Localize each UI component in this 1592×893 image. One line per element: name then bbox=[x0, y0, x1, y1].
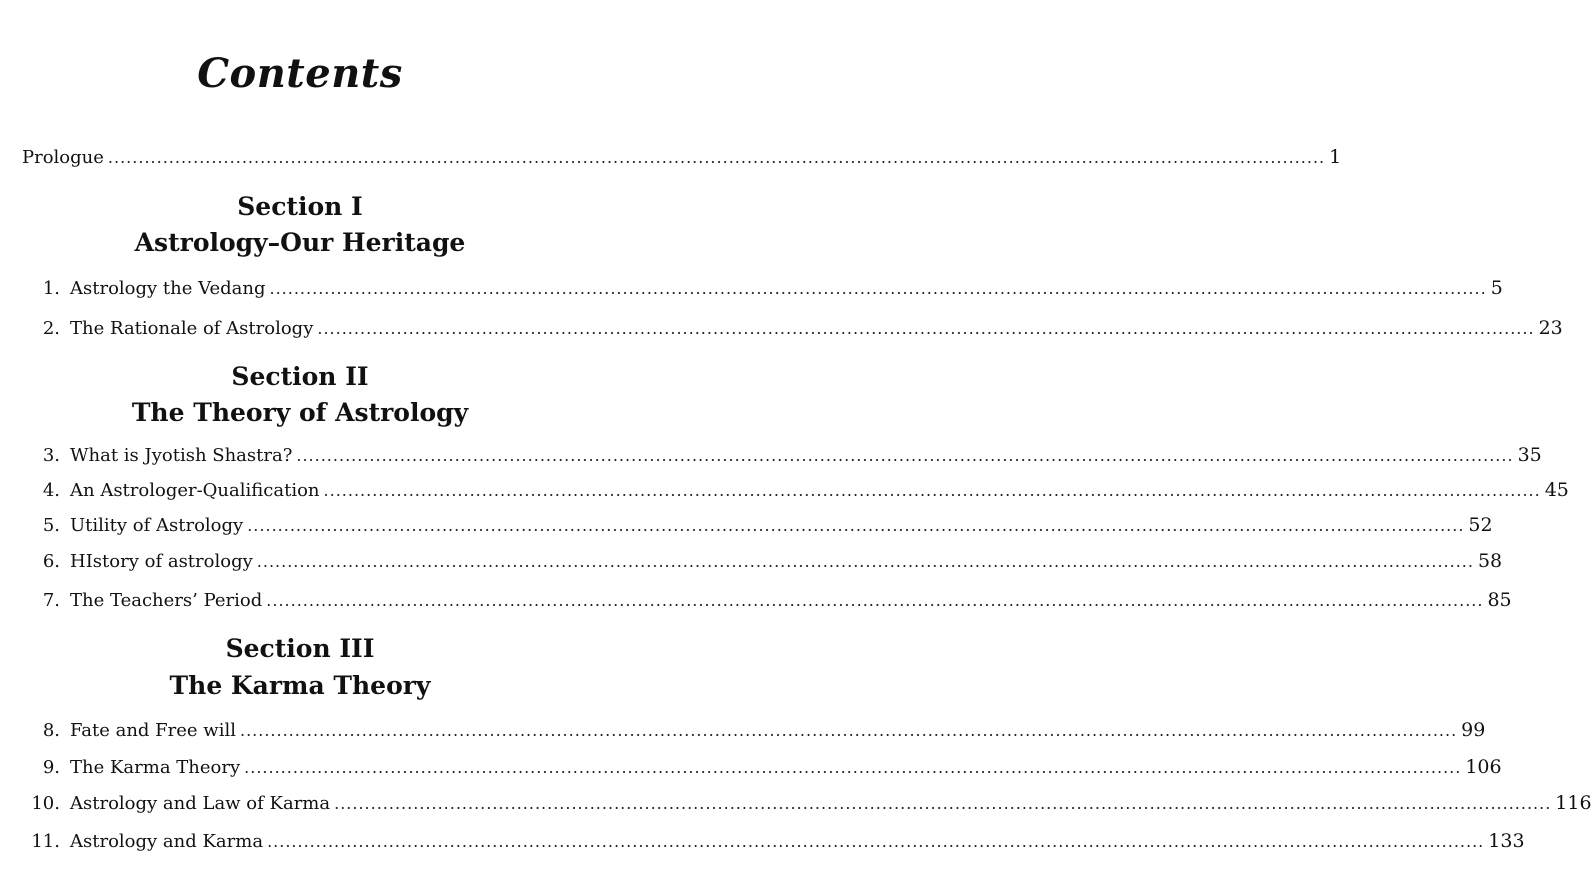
section-number: Section III bbox=[225, 634, 375, 663]
dot-leader: ........................................................................................................................................................................................................ bbox=[244, 758, 1462, 777]
dot-leader: ........................................................................................................................................................................................................ bbox=[107, 148, 1326, 167]
dot-leader: ........................................................................................................................................................................................................ bbox=[323, 481, 1541, 500]
dot-leader: ........................................................................................................................................................................................................ bbox=[317, 319, 1535, 338]
toc-entry-number: 10. bbox=[31, 793, 60, 814]
dot-leader: ........................................................................................................................................................................................................ bbox=[267, 832, 1485, 851]
toc-entry-label: Fate and Free will bbox=[70, 720, 236, 741]
toc-entry-number: 5. bbox=[42, 515, 60, 536]
toc-entry bbox=[20, 585, 1512, 615]
dot-leader: ........................................................................................................................................................................................................ bbox=[256, 552, 1474, 571]
toc-entry-label: Astrology the Vedang bbox=[70, 278, 266, 299]
toc-entry-number: 3. bbox=[42, 445, 60, 466]
dot-leader: ........................................................................................................................................................................................................ bbox=[247, 516, 1465, 535]
toc-entry-number: 7. bbox=[42, 590, 60, 611]
toc-page-number: 35 bbox=[1517, 444, 1542, 466]
page-title: Contents bbox=[197, 50, 403, 97]
toc-entry-label: Astrology and Karma bbox=[70, 831, 264, 852]
toc-entry-number: 9. bbox=[42, 757, 60, 778]
toc-page-number: 116 bbox=[1555, 792, 1592, 814]
toc-entry-label: Prologue bbox=[22, 147, 104, 168]
toc-entry-number: 11. bbox=[31, 831, 60, 852]
toc-entry-number: 2. bbox=[42, 318, 60, 339]
toc-page-number: 58 bbox=[1477, 550, 1503, 572]
dot-leader: ........................................................................................................................................................................................................ bbox=[296, 446, 1514, 465]
toc-page-number: 85 bbox=[1487, 589, 1512, 611]
toc-entry-label: Astrology and Law of Karma bbox=[70, 793, 331, 814]
toc-entry-label: The Teachers’ Period bbox=[70, 590, 263, 611]
toc-entry bbox=[20, 475, 1569, 505]
toc-entry bbox=[20, 826, 1525, 856]
dot-leader: ........................................................................................................................................................................................................ bbox=[239, 721, 1458, 740]
toc-entry bbox=[20, 715, 1486, 745]
dot-leader: ........................................................................................................................................................................................................ bbox=[266, 591, 1484, 610]
toc-entry-number: 1. bbox=[42, 278, 60, 299]
dot-leader: ........................................................................................................................................................................................................ bbox=[334, 794, 1552, 813]
toc-entry bbox=[20, 546, 1503, 576]
section-title: The Theory of Astrology bbox=[131, 398, 469, 427]
toc-entry bbox=[20, 510, 1493, 540]
toc-entry-number: 6. bbox=[42, 551, 60, 572]
toc-entry-label: The Karma Theory bbox=[70, 757, 241, 778]
toc-entry bbox=[20, 752, 1502, 782]
toc-entry-label: Utility of Astrology bbox=[70, 515, 244, 536]
section-title: Astrology–Our Heritage bbox=[134, 228, 466, 257]
section-number: Section I bbox=[237, 192, 363, 221]
toc-page-number: 23 bbox=[1538, 317, 1563, 339]
toc-entry-label: The Rationale of Astrology bbox=[70, 318, 314, 339]
toc-page-number: 45 bbox=[1544, 479, 1569, 501]
toc-page-number: 133 bbox=[1488, 830, 1525, 852]
toc-page-number: 52 bbox=[1468, 514, 1493, 536]
toc-entry bbox=[20, 440, 1542, 470]
section-number: Section II bbox=[231, 362, 369, 391]
toc-page-number: 1 bbox=[1329, 146, 1342, 168]
toc-entry-label: HIstory of astrology bbox=[70, 551, 253, 572]
toc-entry bbox=[20, 273, 1503, 303]
toc-entry bbox=[20, 788, 1592, 818]
toc-page-number: 99 bbox=[1461, 719, 1486, 741]
toc-page-number: 106 bbox=[1465, 756, 1502, 778]
toc-entry bbox=[20, 313, 1563, 343]
toc-entry-number: 8. bbox=[42, 720, 60, 741]
dot-leader: ........................................................................................................................................................................................................ bbox=[269, 279, 1487, 298]
toc-entry-number: 4. bbox=[42, 480, 60, 501]
toc-entry-label: An Astrologer-Qualification bbox=[70, 480, 320, 501]
section-title: The Karma Theory bbox=[169, 671, 431, 700]
toc-entry-prologue bbox=[22, 142, 1342, 172]
toc-page-number: 5 bbox=[1490, 277, 1503, 299]
toc-entry-label: What is Jyotish Shastra? bbox=[70, 445, 293, 466]
